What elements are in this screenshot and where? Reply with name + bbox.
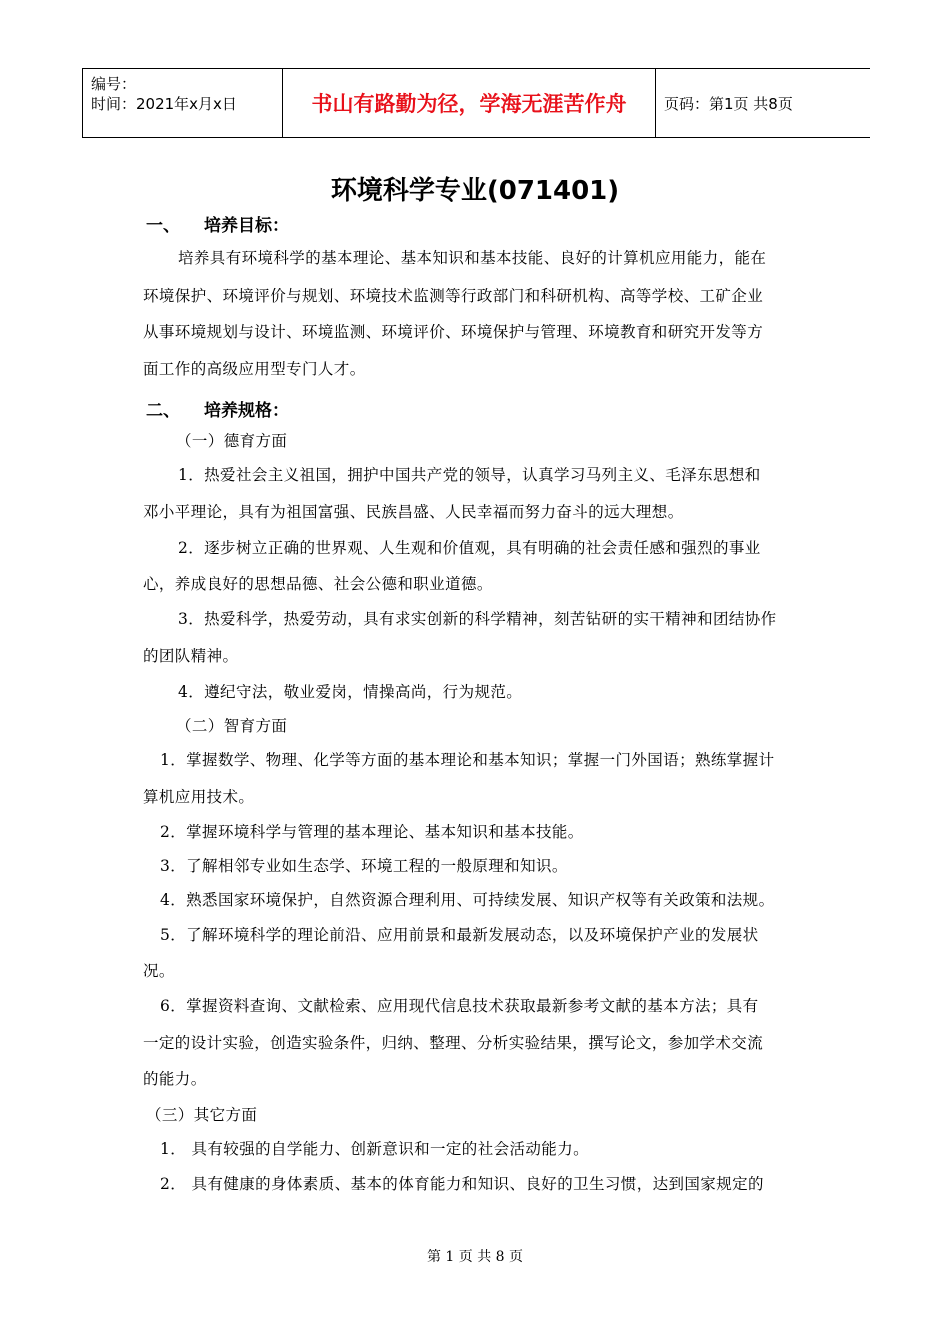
goal-line: 从事环境规划与设计、环境监测、环境评价、环境保护与管理、环境教育和研究开发等方 <box>143 323 764 341</box>
moral-item-line: 1．热爱社会主义祖国，拥护中国共产党的领导，认真学习马列主义、毛泽东思想和 <box>178 466 761 484</box>
section-number: 一、 <box>146 216 180 236</box>
document-header <box>82 68 870 138</box>
intellect-item-line: 2．掌握环境科学与管理的基本理论、基本知识和基本技能。 <box>160 823 584 841</box>
intellect-item-line: 4．熟悉国家环境保护，自然资源合理利用、可持续发展、知识产权等有关政策和法规。 <box>160 891 775 909</box>
goal-line: 环境保护、环境评价与规划、环境技术监测等行政部门和科研机构、高等学校、工矿企业 <box>143 287 764 305</box>
motto-cell: 书山有路勤为径，学海无涯苦作舟 <box>282 69 656 137</box>
document-title: 环境科学专业(071401) <box>330 176 620 206</box>
intellect-item-line: 5．了解环境科学的理论前沿、应用前景和最新发展动态，以及环境保护产业的发展状 <box>160 926 759 944</box>
moral-item-line: 4．遵纪守法，敬业爱岗，情操高尚，行为规范。 <box>178 683 523 701</box>
intellect-item-line: 1．掌握数学、物理、化学等方面的基本理论和基本知识；掌握一门外国语；熟练掌握计 <box>160 751 775 769</box>
moral-item-line: 3．热爱科学，热爱劳动，具有求实创新的科学精神，刻苦钻研的实干精神和团结协作 <box>178 610 777 628</box>
moral-item-line: 心，养成良好的思想品德、社会公德和职业道德。 <box>143 575 493 593</box>
section-title: 培养目标： <box>204 216 289 236</box>
number-label: 编号： <box>91 75 137 93</box>
page-info-cell: 页码：第1页 共8页 <box>664 94 793 113</box>
moral-item-line: 的团队精神。 <box>143 647 239 665</box>
subsection-heading-other: （三）其它方面 <box>146 1106 258 1124</box>
intellect-item-line: 况。 <box>143 962 175 980</box>
intellect-item-line: 的能力。 <box>143 1070 207 1088</box>
goal-line: 培养具有环境科学的基本理论、基本知识和基本技能、良好的计算机应用能力，能在 <box>178 249 767 267</box>
time-label: 时间：2021年x月x日 <box>91 95 237 113</box>
subsection-heading-moral: （一）德育方面 <box>176 432 288 450</box>
goal-line: 面工作的高级应用型专门人才。 <box>143 360 366 378</box>
intellect-item-line: 一定的设计实验，创造实验条件，归纳、整理、分析实验结果，撰写论文，参加学术交流 <box>143 1034 764 1052</box>
section-title: 培养规格： <box>204 401 289 421</box>
page-footer: 第 1 页 共 8 页 <box>426 1249 524 1265</box>
intellect-item-line: 3．了解相邻专业如生态学、环境工程的一般原理和知识。 <box>160 857 568 875</box>
moral-item-line: 2．逐步树立正确的世界观、人生观和价值观，具有明确的社会责任感和强烈的事业 <box>178 539 761 557</box>
subsection-heading-intellect: （二）智育方面 <box>176 717 288 735</box>
other-item-line: 2． 具有健康的身体素质、基本的体育能力和知识、良好的卫生习惯，达到国家规定的 <box>160 1175 764 1193</box>
section-heading-goal <box>146 211 289 236</box>
intellect-item-line: 算机应用技术。 <box>143 788 255 806</box>
moral-item-line: 邓小平理论，具有为祖国富强、民族昌盛、人民幸福而努力奋斗的远大理想。 <box>143 503 684 521</box>
section-heading-spec <box>146 396 289 421</box>
other-item-line: 1． 具有较强的自学能力、创新意识和一定的社会活动能力。 <box>160 1140 589 1158</box>
intellect-item-line: 6．掌握资料查询、文献检索、应用现代信息技术获取最新参考文献的基本方法；具有 <box>160 997 759 1015</box>
header-meta-cell <box>82 69 283 137</box>
section-number: 二、 <box>146 401 180 421</box>
